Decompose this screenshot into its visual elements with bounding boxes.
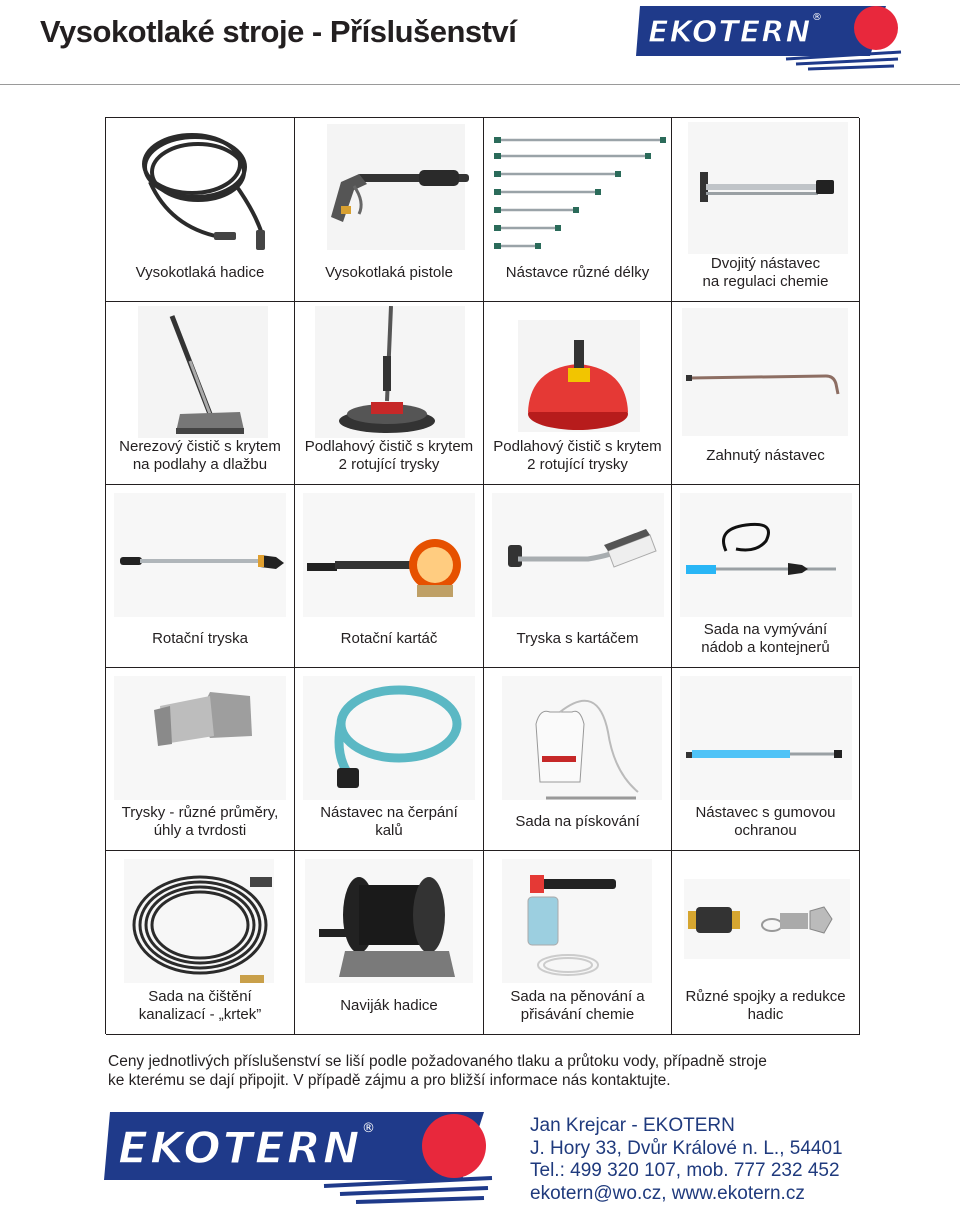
product-cell [484, 668, 672, 851]
couplings-icon [676, 855, 854, 987]
product-cell [295, 118, 484, 302]
lances-icon [488, 122, 666, 254]
product-label: Vysokotlaká pistole [325, 264, 453, 281]
product-cell [106, 485, 295, 668]
svg-text:®: ® [362, 1121, 375, 1136]
product-label: Různé spojky a redukce hadic [685, 988, 846, 1023]
product-cell [484, 118, 672, 302]
product-label: Rotační tryska [152, 630, 248, 647]
product-cell [672, 668, 860, 851]
product-cell [484, 302, 672, 485]
coiled-hose-icon [110, 122, 288, 254]
red-surface-cleaner-icon [488, 306, 666, 438]
tank-cleaning-kit-icon [676, 489, 854, 621]
svg-text:EKOTERN: EKOTERN [118, 1123, 362, 1174]
product-label: Trysky - různé průměry, úhly a tvrdosti [121, 804, 279, 839]
product-label: Tryska s kartáčem [516, 630, 639, 647]
product-label: Naviják hadice [340, 997, 438, 1014]
contact-block [530, 1115, 843, 1205]
bent-lance-icon [676, 306, 854, 438]
product-label: Rotační kartáč [340, 630, 438, 647]
product-cell [106, 302, 295, 485]
rotary-brush-icon [299, 489, 477, 621]
svg-text:®: ® [812, 12, 822, 23]
product-label: Nástavec na čerpání kalů [320, 804, 458, 839]
product-cell [106, 668, 295, 851]
product-cell [672, 485, 860, 668]
product-cell [106, 118, 295, 302]
contact-web: ekotern@wo.cz, www.ekotern.cz [530, 1182, 805, 1204]
accessories-grid [105, 117, 859, 1034]
sludge-hose-icon [299, 672, 477, 804]
sandblasting-kit-icon [488, 672, 666, 804]
foam-kit-icon [488, 855, 666, 987]
product-label: Podlahový čistič s krytem 2 rotující trysky [304, 438, 474, 473]
sewer-hose-icon [110, 855, 288, 987]
price-note [108, 1052, 868, 1090]
double-lance-icon [676, 122, 854, 254]
product-label: Nástavce různé délky [505, 264, 650, 281]
hose-reel-icon [299, 855, 477, 987]
spray-gun-icon [299, 122, 477, 254]
nozzles-icon [110, 672, 288, 804]
brush-nozzle-icon [488, 489, 666, 621]
product-label: Podlahový čistič s krytem 2 rotující trysky [493, 438, 662, 473]
surface-cleaner-icon [299, 306, 477, 438]
product-label: Sada na vymývání nádob a kontejnerů [701, 621, 830, 656]
product-label: Vysokotlaká hadice [135, 264, 265, 281]
ekotern-logo [104, 1112, 494, 1208]
product-cell [106, 851, 295, 1035]
product-label: Nerezový čistič s krytem na podlahy a dlažbu [119, 438, 281, 473]
rubber-lance-icon [676, 672, 854, 804]
contact-address: J. Hory 33, Dvůr Králové n. L., 54401 [530, 1137, 843, 1159]
note-line-1: Ceny jednotlivých příslušenství se liší podle požadovaného tlaku a průtoku vody, případně stroje [108, 1053, 767, 1070]
product-label: Dvojitý nástavec na regulaci chemie [702, 255, 829, 290]
product-cell [295, 485, 484, 668]
product-cell [672, 118, 860, 302]
ekotern-logo [636, 6, 904, 72]
product-label: Sada na pěnování a přisávání chemie [510, 988, 645, 1023]
product-cell [672, 851, 860, 1035]
product-cell [484, 851, 672, 1035]
page-title: Vysokotlaké stroje - Příslušenství [40, 14, 517, 49]
product-label: Sada na čištění kanalizací - „krtek” [138, 988, 262, 1023]
contact-name: Jan Krejcar - EKOTERN [530, 1115, 735, 1136]
product-cell [295, 851, 484, 1035]
product-cell [484, 485, 672, 668]
product-label: Zahnutý nástavec [706, 447, 825, 464]
product-cell [295, 668, 484, 851]
contact-phone: Tel.: 499 320 107, mob. 777 232 452 [530, 1160, 840, 1181]
floor-cleaner-icon [110, 306, 288, 438]
rotary-nozzle-icon [110, 489, 288, 621]
svg-text:EKOTERN: EKOTERN [648, 15, 812, 50]
product-cell [672, 302, 860, 485]
product-label: Nástavec s gumovou ochranou [695, 804, 836, 839]
product-label: Sada na pískování [515, 813, 640, 830]
product-cell [295, 302, 484, 485]
header-divider [0, 84, 960, 85]
note-line-2: ke kterému se dají připojit. V případě zájmu a pro bližší informace nás kontaktujte. [108, 1072, 671, 1089]
